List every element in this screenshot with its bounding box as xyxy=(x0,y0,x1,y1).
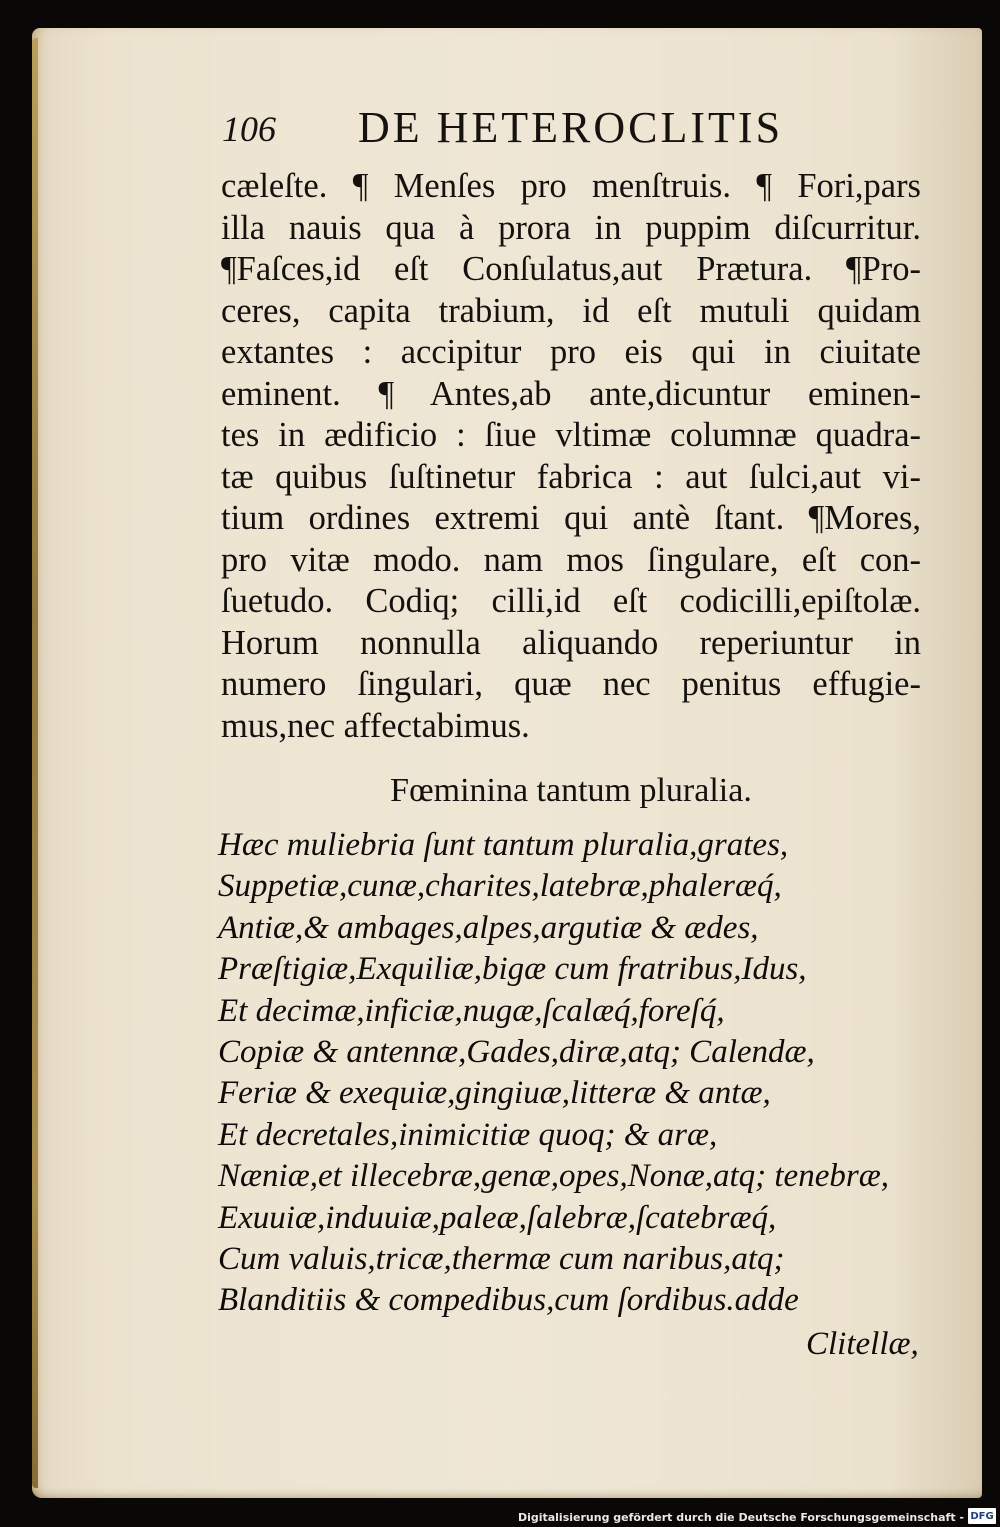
text-line: mus,nec affectabimus. xyxy=(221,706,530,745)
verse-line: Copiæ & antennæ,Gades,diræ,atq; Calendæ, xyxy=(218,1034,815,1071)
text-line: pro vitæ modo. nam mos ſingulare, eſt con- xyxy=(221,540,921,579)
page-header xyxy=(222,102,832,162)
text-line: tium ordines extremi qui antè ſtant. ¶Mores, xyxy=(221,499,921,537)
section-heading: Fœminina tantum pluralia. xyxy=(390,772,752,809)
funding-credit: Digitalisierung gefördert durch die Deutsche Forschungsgemeinschaft - xyxy=(517,1511,964,1524)
verse-line: Blanditiis & compedibus,cum ſordibus.adde xyxy=(218,1282,799,1319)
text-line: Horum nonnulla aliquando reperiuntur in xyxy=(221,623,921,662)
verse-line: Næniæ,et illecebræ,genæ,opes,Nonæ,atq; tenebræ, xyxy=(218,1158,889,1195)
body-paragraph xyxy=(221,166,921,747)
dfg-logo-icon: DFG xyxy=(968,1508,996,1524)
text-line: numero ſingulari, quæ nec penitus effugie- xyxy=(221,665,921,703)
text-line: ceres, capita trabium, id eſt mutuli quidam xyxy=(221,291,921,330)
verse-line: Suppetiæ,cunæ,charites,latebræ,phaleræq́, xyxy=(218,868,782,905)
catchword: Clitellæ, xyxy=(806,1326,919,1362)
footer-bar xyxy=(0,1503,1000,1527)
verse-block xyxy=(218,825,938,1322)
verse-line: Et decimæ,inficiæ,nugæ,ſcalæq́,foreſq́, xyxy=(218,992,725,1029)
text-line: ſuetudo. Codiq; cilli,id eſt codicilli,epiſtolæ. xyxy=(221,582,921,620)
text-line: eminent. ¶ Antes,ab ante,dicuntur eminen- xyxy=(221,374,921,413)
verse-line: Præſtigiæ,Exquiliæ,bigæ cum fratribus,Idus, xyxy=(218,951,807,988)
running-head: DE HETEROCLITIS xyxy=(358,103,784,152)
verse-line: Antiæ,& ambages,alpes,argutiæ & ædes, xyxy=(218,909,759,946)
text-line: tes in ædificio : ſiue vltimæ columnæ quadra- xyxy=(221,416,921,454)
verse-line: Exuuiæ,induuiæ,paleæ,ſalebræ,ſcatebræq́, xyxy=(218,1199,777,1236)
verse-line: Hæc muliebria ſunt tantum pluralia,grates, xyxy=(218,827,789,863)
text-line: tæ quibus ſuſtinetur fabrica : aut ſulci,aut vi- xyxy=(221,457,921,496)
verse-line: Feriæ & exequiæ,gingiuæ,litteræ & antæ, xyxy=(218,1075,771,1112)
text-line: extantes : accipitur pro eis qui in ciuitate xyxy=(221,333,921,371)
verse-line: Et decretales,inimicitiæ quoq; & aræ, xyxy=(218,1116,718,1153)
text-line: ¶Faſces,id eſt Conſulatus,aut Prætura. ¶Pro- xyxy=(221,250,921,288)
text-line: illa nauis qua à prora in puppim diſcurritur. xyxy=(221,208,921,247)
text-line: cæleſte. ¶ Menſes pro menſtruis. ¶ Fori,pars xyxy=(221,167,921,205)
page-number: 106 xyxy=(222,109,276,149)
verse-line: Cum valuis,tricæ,thermæ cum naribus,atq; xyxy=(218,1241,785,1278)
